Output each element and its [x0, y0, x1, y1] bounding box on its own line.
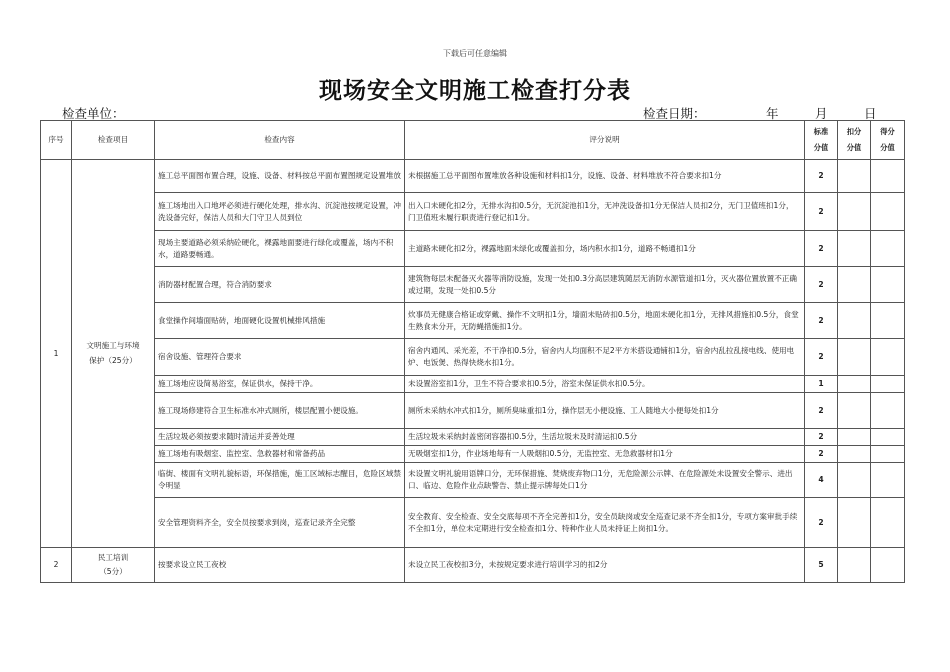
year-label: 年 [766, 106, 779, 121]
col-header-standard-score [805, 121, 838, 160]
deduction-input-cell[interactable] [838, 463, 871, 498]
score-input-cell[interactable] [871, 376, 905, 393]
inspection-meta-row [0, 104, 950, 120]
score-input-cell[interactable] [871, 446, 905, 463]
description-cell: 建筑物每层未配备灭火器等消防设施，发现一处扣0.3分高层建筑随层无消防水源管道扣1分，灭火器位置放置不正确或过期，发现一处扣0.5分 [405, 267, 805, 303]
content-cell: 施工现场修建符合卫生标准水冲式厕所，楼层配置小便设施。 [155, 393, 405, 429]
group-item-cell [72, 548, 155, 583]
standard-score-cell: 4 [805, 463, 838, 498]
month-label: 月 [815, 106, 828, 121]
description-cell: 生活垃圾未采纳封盖密闭容器扣0.5分，生活垃圾未及时清运扣0.5分 [405, 429, 805, 446]
score-input-cell[interactable] [871, 548, 905, 583]
score-input-cell[interactable] [871, 339, 905, 376]
standard-score-cell: 2 [805, 231, 838, 267]
content-cell: 消防器材配置合理，符合消防要求 [155, 267, 405, 303]
deduction-input-cell[interactable] [838, 193, 871, 231]
table-row [41, 429, 905, 446]
table-row [41, 339, 905, 376]
table-row [41, 231, 905, 267]
deduction-input-cell[interactable] [838, 393, 871, 429]
table-row [41, 376, 905, 393]
description-cell: 炊事员无健康合格证或穿戴、操作不文明扣1分，墙面未贴砖扣0.5分，地面未硬化扣1分，无排风措施扣0.5分，食堂生熟食未分开，无防蝇措施扣1分。 [405, 303, 805, 339]
standard-score-cell: 2 [805, 393, 838, 429]
table-row [41, 548, 905, 583]
standard-score-cell: 2 [805, 160, 838, 193]
col-header-item: 检查项目 [72, 121, 155, 160]
col-header-deduction-line1: 扣分 [846, 127, 862, 137]
description-cell: 未设立民工夜校扣3分，未按规定要求进行培训学习的扣2分 [405, 548, 805, 583]
col-header-deduction-line2: 分值 [846, 143, 862, 152]
table-row [41, 267, 905, 303]
day-label: 日 [864, 106, 877, 121]
content-cell: 施工场地有吸烟室、监控室、急救器材和常备药品 [155, 446, 405, 463]
table-row [41, 303, 905, 339]
score-input-cell[interactable] [871, 463, 905, 498]
description-cell: 出入口未硬化扣2分，无排水沟扣0.5分，无沉淀池扣1分，无冲洗设备扣1分无保洁人员扣2分，无门卫值班扣1分，门卫值班未履行职责进行登记扣1分。 [405, 193, 805, 231]
description-cell: 主道路未硬化扣2分，裸露地面未绿化或覆盖扣分，场内积水扣1分，道路不畅通扣1分 [405, 231, 805, 267]
table-row [41, 498, 905, 548]
score-input-cell[interactable] [871, 498, 905, 548]
table-row [41, 446, 905, 463]
col-header-standard-line1: 标准 [813, 127, 829, 137]
table-row [41, 463, 905, 498]
content-cell: 现场主要道路必须采纳砼硬化，裸露地面要进行绿化或覆盖，场内不积水，道路要畅通。 [155, 231, 405, 267]
standard-score-cell: 2 [805, 498, 838, 548]
deduction-input-cell[interactable] [838, 339, 871, 376]
standard-score-cell: 2 [805, 303, 838, 339]
deduction-input-cell[interactable] [838, 303, 871, 339]
deduction-input-cell[interactable] [838, 429, 871, 446]
col-header-score-line1: 得分 [880, 127, 895, 137]
score-input-cell[interactable] [871, 393, 905, 429]
score-input-cell[interactable] [871, 303, 905, 339]
col-header-description: 评分说明 [405, 121, 805, 160]
table-header-row [41, 121, 905, 160]
content-cell: 食堂操作间墙面贴砖，地面硬化设置机械排风措施 [155, 303, 405, 339]
deduction-input-cell[interactable] [838, 446, 871, 463]
content-cell: 施工场地出入口地坪必须进行硬化处理，排水沟、沉淀池按规定设置，冲洗设备完好，保洁人员和大门守卫人员到位 [155, 193, 405, 231]
deduction-input-cell[interactable] [838, 498, 871, 548]
col-header-standard-line2: 分值 [813, 143, 829, 152]
group-item-cell [72, 160, 155, 548]
deduction-input-cell[interactable] [838, 548, 871, 583]
score-input-cell[interactable] [871, 267, 905, 303]
top-note: 下载后可任意编辑 [443, 49, 507, 58]
content-cell: 临街、楼面有文明礼貌标语，环保措施，施工区域标志醒目，危险区域禁令明显 [155, 463, 405, 498]
content-cell: 施工场地应设简易浴室，保证供水，保持干净。 [155, 376, 405, 393]
page-title: 现场安全文明施工检查打分表 [319, 78, 631, 104]
deduction-input-cell[interactable] [838, 231, 871, 267]
content-cell: 生活垃圾必须按要求随时清运并妥善处理 [155, 429, 405, 446]
deduction-input-cell[interactable] [838, 160, 871, 193]
group-item-line1: 民工培训 [97, 552, 129, 562]
content-cell: 安全管理资料齐全，安全员按要求到岗，巡查记录齐全完整 [155, 498, 405, 548]
group-item-line1: 文明施工与环境 [86, 341, 140, 351]
group-seq-cell: 1 [41, 160, 72, 548]
standard-score-cell: 2 [805, 267, 838, 303]
inspect-date-label: 检查日期： [643, 106, 706, 121]
score-table [40, 120, 905, 583]
content-cell: 按要求设立民工夜校 [155, 548, 405, 583]
standard-score-cell: 2 [805, 339, 838, 376]
group-item-line2: （5分） [99, 567, 127, 576]
col-header-seq: 序号 [41, 121, 72, 160]
table-row [41, 193, 905, 231]
description-cell: 未根据施工总平面图布置堆放各种设施和材料扣1分，设施、设备、材料堆放不符合要求扣1分 [405, 160, 805, 193]
standard-score-cell: 5 [805, 548, 838, 583]
col-header-deduction [838, 121, 871, 160]
col-header-score [871, 121, 905, 160]
table-row [41, 393, 905, 429]
description-cell: 宿舍内通风、采光差，不干净扣0.5分，宿舍内人均面积不足2平方米搭设通铺扣1分，宿舍内乱拉乱接电线、使用电炉、电饭煲、热得快烧水扣1分。 [405, 339, 805, 376]
description-cell: 厕所未采纳水冲式扣1分，厕所臭味重扣1分，操作层无小便设施、工人随地大小便每处扣1分 [405, 393, 805, 429]
deduction-input-cell[interactable] [838, 376, 871, 393]
standard-score-cell: 2 [805, 193, 838, 231]
col-header-score-line2: 分值 [880, 143, 895, 152]
score-input-cell[interactable] [871, 231, 905, 267]
description-cell: 未设置文明礼貌用语牌口分，无环保措施、焚烧废弃物口1分，无危险源公示牌、在危险源处未设置安全警示、进出口、临边、危险作业点缺警告、禁止提示牌每处口1分 [405, 463, 805, 498]
score-input-cell[interactable] [871, 160, 905, 193]
content-cell: 施工总平面图布置合理，设施、设备、材料按总平面布置图规定设置堆放 [155, 160, 405, 193]
standard-score-cell: 2 [805, 446, 838, 463]
score-input-cell[interactable] [871, 193, 905, 231]
table-row [41, 160, 905, 193]
score-input-cell[interactable] [871, 429, 905, 446]
description-cell: 安全教育、安全检查、安全交底每项不齐全完善扣1分，安全员缺岗或安全巡查记录不齐全扣1分，专项方案审批手续不全扣1分，单位未定期进行安全检查扣1分、特种作业人员未持证上岗扣1分。 [405, 498, 805, 548]
standard-score-cell: 1 [805, 376, 838, 393]
group-item-line2: 保护（25分） [89, 355, 137, 365]
content-cell: 宿舍设施、管理符合要求 [155, 339, 405, 376]
description-cell: 未设置浴室扣1分，卫生不符合要求扣0.5分，浴室未保证供水扣0.5分。 [405, 376, 805, 393]
group-seq-cell: 2 [41, 548, 72, 583]
deduction-input-cell[interactable] [838, 267, 871, 303]
standard-score-cell: 2 [805, 429, 838, 446]
inspect-unit-label: 检查单位： [62, 106, 125, 121]
col-header-content: 检查内容 [155, 121, 405, 160]
description-cell: 无吸烟室扣1分，作业场地每有一人吸烟扣0.5分，无监控室、无急救器材扣1分 [405, 446, 805, 463]
